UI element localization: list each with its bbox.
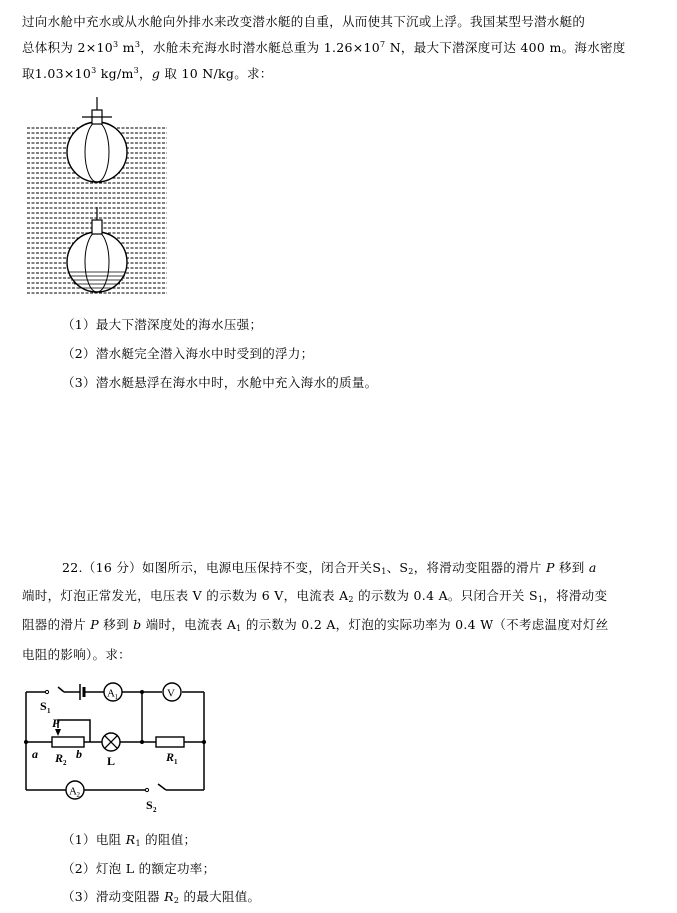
a-label: a xyxy=(32,747,38,761)
text: N，最大下潜深度可达 400 m。海水密度 xyxy=(385,40,626,55)
sub: 1 xyxy=(135,839,141,848)
exp: 3 xyxy=(113,40,119,49)
variable-g: g xyxy=(151,66,161,81)
text: 移到 xyxy=(99,617,134,632)
var-p: P xyxy=(90,617,99,632)
text: （3）滑动变阻器 xyxy=(62,889,165,904)
text: （1）电阻 xyxy=(62,832,126,847)
problem22-line4: 电阻的影响）。求： xyxy=(22,647,131,662)
s2-sub: 2 xyxy=(153,806,157,814)
r1-sub: 1 xyxy=(174,758,178,766)
l-label: L xyxy=(107,754,116,768)
var-a: a xyxy=(588,560,597,575)
var-r: R xyxy=(125,832,136,847)
text: 取1.03×10 xyxy=(22,66,92,81)
exp: 7 xyxy=(380,40,386,49)
sub: 1 xyxy=(236,624,242,633)
text: 端时，电流表 A xyxy=(141,617,237,632)
switch-s1 xyxy=(45,690,48,693)
var-r: R xyxy=(164,889,174,904)
submarine-floating xyxy=(67,97,127,182)
exp: 3 xyxy=(134,40,141,49)
text: 的阻值； xyxy=(140,832,197,847)
exp: 3 xyxy=(91,66,97,75)
text: 取 10 N/kg。求： xyxy=(160,66,273,81)
junction-dot xyxy=(140,740,144,744)
problem21-line1: 过向水舱中充水或从水舱向外排水来改变潜水艇的自重，从而使其下沉或上浮。我国某型号潜水艇的 xyxy=(22,14,586,29)
s1-label: S xyxy=(40,699,47,713)
r2-label: R xyxy=(55,751,64,765)
a1-label: A xyxy=(107,687,115,700)
r2-sub: 2 xyxy=(63,759,67,767)
problem22-question3 xyxy=(62,887,260,905)
a1-sub: 1 xyxy=(114,693,118,701)
var-b: b xyxy=(133,617,142,632)
text: 的示数为 0.4 A。只闭合开关 S xyxy=(353,588,538,603)
b-label: b xyxy=(76,747,82,761)
problem21-question3: （3）潜水艇悬浮在海水中时，水舱中充入海水的质量。 xyxy=(62,375,378,390)
sub: 1 xyxy=(381,567,387,576)
exp: 3 xyxy=(133,66,140,75)
problem22-line3 xyxy=(22,615,609,633)
resistor-r1 xyxy=(156,737,184,747)
s2-label: S xyxy=(146,798,153,812)
junction-dot xyxy=(24,740,28,744)
text: 总体积为 2×10 xyxy=(22,40,114,55)
problem22-question2: （2）灯泡 L 的额定功率； xyxy=(62,861,216,876)
text: 、S xyxy=(386,560,409,575)
problem21-question2: （2）潜水艇完全潜入海水中时受到的浮力； xyxy=(62,346,314,361)
text: 阻器的滑片 xyxy=(22,617,91,632)
text: 的最大阻值。 xyxy=(179,889,261,904)
a2-sub: 2 xyxy=(76,791,80,799)
rheostat-r2 xyxy=(52,737,84,747)
junction-dot xyxy=(202,740,206,744)
circuit-diagram xyxy=(18,672,218,814)
submarine-figure xyxy=(22,92,172,302)
text: 22.（16 分）如图所示，电源电压保持不变，闭合开关S xyxy=(62,560,382,575)
switch-s2 xyxy=(145,788,148,791)
text: ，水舱未充海水时潜水艇总重为 1.26×10 xyxy=(140,40,381,55)
text: ，将滑动变阻器的滑片 xyxy=(413,560,546,575)
p-label: P xyxy=(52,716,60,730)
r1-label: R xyxy=(166,750,175,764)
junction-dot xyxy=(140,690,144,694)
problem22-question1 xyxy=(62,830,196,848)
slider-arrow xyxy=(55,729,61,736)
sub: 2 xyxy=(348,595,354,604)
text: 的示数为 0.2 A，灯泡的实际功率为 0.4 W（不考虑温度对灯丝 xyxy=(241,617,609,632)
sub: 2 xyxy=(173,896,180,905)
submarine-submerged xyxy=(67,207,127,292)
sub: 1 xyxy=(537,595,544,604)
text: ，将滑动变 xyxy=(543,588,608,603)
text: 移到 xyxy=(554,560,589,575)
s1-sub: 1 xyxy=(47,707,51,715)
text: m xyxy=(118,40,135,55)
problem21-line3 xyxy=(22,64,273,82)
problem22-line1 xyxy=(62,558,597,576)
text: kg/m xyxy=(96,66,134,81)
var-p: P xyxy=(545,560,555,575)
text: 端时，灯泡正常发光，电压表 V 的示数为 6 V，电流表 A xyxy=(22,588,349,603)
a2-label: A xyxy=(69,785,77,798)
sub: 2 xyxy=(408,567,414,576)
problem21-line2 xyxy=(22,38,626,56)
problem21-question1: （1）最大下潜深度处的海水压强； xyxy=(62,317,263,332)
problem22-line2 xyxy=(22,586,607,604)
text: ， xyxy=(139,66,152,81)
v-label: V xyxy=(167,687,175,700)
